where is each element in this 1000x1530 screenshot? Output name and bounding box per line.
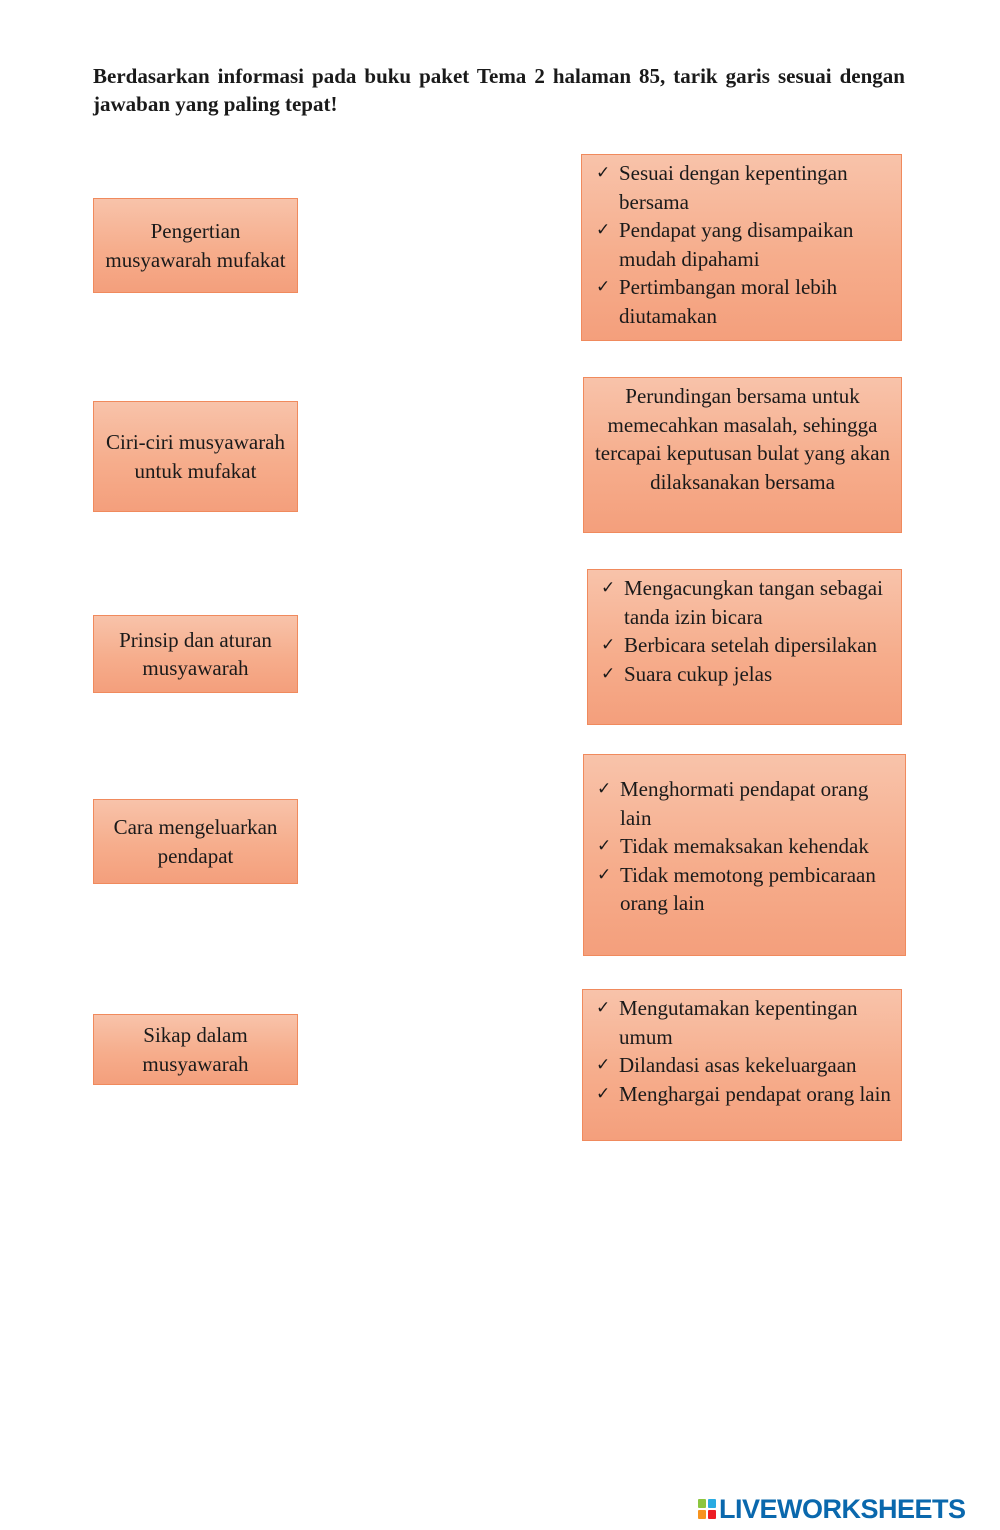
- check-icon: ✓: [596, 163, 611, 183]
- check-icon: ✓: [597, 836, 612, 856]
- left-item-cara[interactable]: [93, 799, 298, 884]
- right-item-points: [597, 775, 901, 918]
- logo-mark-icon: [698, 1499, 716, 1519]
- logo-square: [708, 1510, 716, 1519]
- left-item-label: Ciri-ciri musyawarah untuk mufakat: [105, 430, 286, 483]
- list-item: ✓ Pendapat yang disampaikan mudah dipahami: [596, 218, 854, 271]
- check-icon: ✓: [596, 1083, 611, 1104]
- right-item-points: [596, 159, 895, 330]
- right-item-3[interactable]: [587, 569, 902, 725]
- list-item: ✓ Mengacungkan tangan sebagai tanda izin bicara: [601, 576, 883, 629]
- list-item: ✓ Tidak memaksakan kehendak: [597, 832, 901, 861]
- check-icon: ✓: [596, 998, 611, 1018]
- check-icon: ✓: [601, 635, 616, 655]
- right-item-2[interactable]: [583, 377, 902, 533]
- left-item-label: Pengertian musyawarah mufakat: [105, 219, 286, 272]
- check-icon: ✓: [597, 779, 612, 799]
- check-icon: ✓: [596, 277, 611, 297]
- logo-square: [698, 1510, 706, 1519]
- right-item-text: Perundingan bersama untuk memecahkan masalah, sehingga tercapai keputusan bulat yang akan dilaksanakan bersama: [594, 384, 891, 494]
- left-item-prinsip[interactable]: [93, 615, 298, 693]
- logo-text: LIVEWORKSHEETS: [719, 1493, 966, 1524]
- right-item-points: [596, 994, 895, 1108]
- instruction-text: Berdasarkan informasi pada buku paket Tema 2 halaman 85, tarik garis sesuai dengan jawaban yang paling tepat!: [93, 64, 905, 116]
- check-icon: ✓: [601, 663, 616, 684]
- liveworksheets-logo: [698, 1494, 966, 1524]
- list-item: ✓ Menghargai pendapat orang lain: [596, 1080, 895, 1109]
- list-item: ✓ Suara cukup jelas: [601, 660, 895, 689]
- logo-square: [698, 1499, 706, 1508]
- left-item-label: Sikap dalam musyawarah: [142, 1023, 249, 1076]
- list-item: ✓ Tidak memotong pembicaraan orang lain: [597, 862, 876, 915]
- left-item-sikap[interactable]: [93, 1014, 298, 1085]
- left-item-label: Prinsip dan aturan musyawarah: [119, 627, 272, 680]
- check-icon: ✓: [597, 864, 612, 885]
- list-item: ✓ Dilandasi asas kekeluargaan: [596, 1051, 895, 1080]
- right-item-4[interactable]: [583, 754, 906, 956]
- check-icon: ✓: [596, 220, 611, 240]
- check-icon: ✓: [596, 1055, 611, 1075]
- right-item-5[interactable]: [582, 989, 902, 1141]
- list-item: ✓ Menghormati pendapat orang lain: [597, 777, 869, 830]
- list-item: ✓ Sesuai dengan kepentingan bersama: [596, 161, 848, 214]
- list-item: ✓ Mengutamakan kepentingan umum: [596, 996, 858, 1049]
- check-icon: ✓: [601, 578, 616, 598]
- right-item-points: [601, 574, 895, 688]
- left-item-ciri-ciri[interactable]: [93, 401, 298, 512]
- right-item-1[interactable]: [581, 154, 902, 341]
- list-item: ✓ Berbicara setelah dipersilakan: [601, 631, 895, 660]
- left-item-pengertian[interactable]: [93, 198, 298, 293]
- left-item-label: Cara mengeluarkan pendapat: [113, 815, 278, 868]
- logo-square: [708, 1499, 716, 1508]
- list-item: ✓ Pertimbangan moral lebih diutamakan: [596, 275, 838, 328]
